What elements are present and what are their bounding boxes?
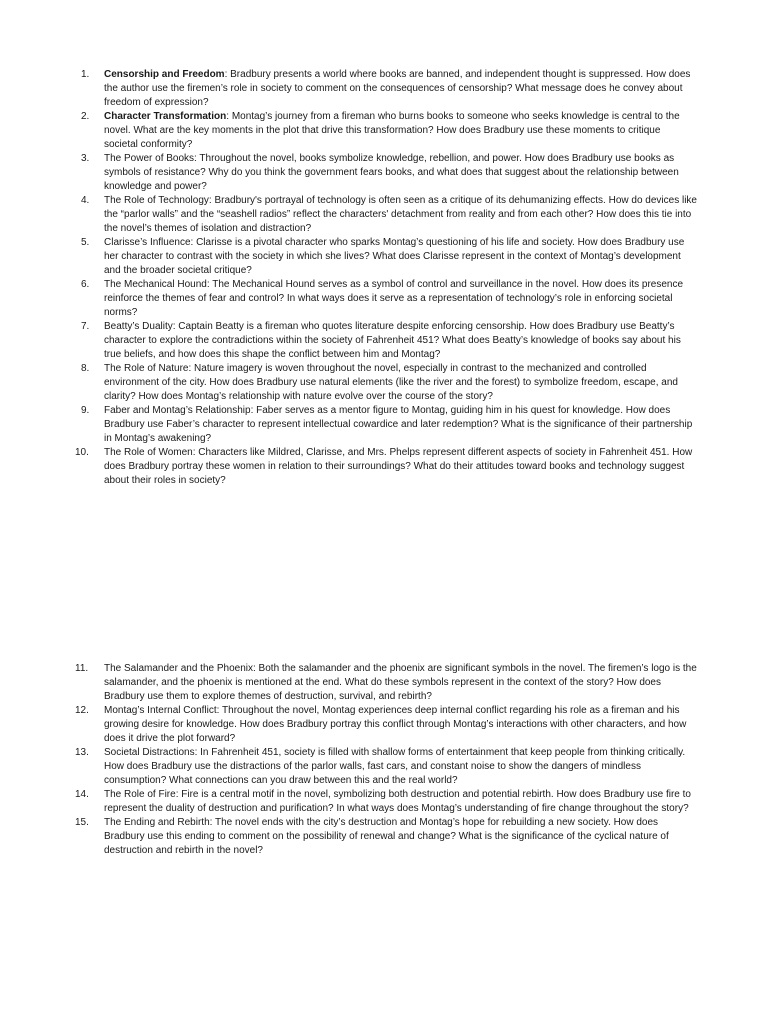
question-body: : Throughout the novel, Montag experiences deep internal conflict regarding his role as a fireman and his growing desire for knowledge. How does Bradbury portray this conflict through Montag’s interactions with other characters, and how does it drive the plot forward? — [104, 705, 687, 744]
question-number: 3. — [81, 153, 90, 164]
question-topic: Clarisse’s Influence — [104, 237, 191, 248]
question-topic: The Ending and Rebirth — [104, 817, 210, 828]
question-body: : The novel ends with the city’s destruction and Montag’s hope for rebuilding a new society. How does Bradbury use this ending to comment on the possibility of renewal and change? What is the significance of the cyclical nature of destruction and rebirth in the novel? — [104, 817, 669, 856]
question-number: 8. — [81, 363, 90, 374]
question-number: 10. — [75, 447, 89, 458]
question-item — [81, 362, 697, 404]
question-number: 5. — [81, 237, 90, 248]
question-item — [75, 446, 697, 488]
question-number: 13. — [75, 747, 89, 758]
question-topic: Societal Distractions — [104, 747, 195, 758]
question-topic: Character Transformation — [104, 111, 227, 122]
question-number: 9. — [81, 405, 90, 416]
question-item — [81, 404, 697, 446]
question-item — [75, 746, 697, 788]
question-topic: Censorship and Freedom — [104, 69, 225, 80]
question-number: 2. — [81, 111, 90, 122]
question-item — [75, 662, 697, 704]
question-body: : Faber serves as a mentor figure to Montag, guiding him in his quest for knowledge. How does Bradbury use Faber’s character to represent intellectual cowardice and later redemption? What is the significance of their partnership in Montag’s awakening? — [104, 405, 693, 444]
question-number: 1. — [81, 69, 90, 80]
question-topic: Beatty’s Duality — [104, 321, 173, 332]
question-item — [81, 194, 697, 236]
question-body: : Captain Beatty is a fireman who quotes literature despite enforcing censorship. How does Bradbury use Beatty’s character to explore the contradictions within the society of Fahrenheit 451? What does Beatty’s knowledge of books say about his true beliefs, and how does this shape the conflict between him and Montag? — [104, 321, 681, 360]
question-topic: The Role of Technology — [104, 195, 209, 206]
question-body: : Throughout the novel, books symbolize knowledge, rebellion, and power. How does Bradbury use books as symbols of resistance? Why do you think the government fears books, and what does that suggest about the relationship between knowledge and power? — [104, 153, 679, 192]
question-topic: The Salamander and the Phoenix — [104, 663, 253, 674]
question-topic: Montag’s Internal Conflict — [104, 705, 217, 716]
question-topic: The Mechanical Hound — [104, 279, 207, 290]
question-body: : Clarisse is a pivotal character who sparks Montag’s questioning of his life and society. How does Bradbury use her character to contrast with the society in which she lives? What does Clarisse represent in the context of Montag’s development and the broader societal critique? — [104, 237, 685, 276]
question-topic: The Role of Nature — [104, 363, 189, 374]
question-item — [81, 278, 697, 320]
question-body: : Montag’s journey from a fireman who burns books to someone who seeks knowledge is central to the novel. What are the key moments in the plot that drive this transformation? How does Bradbury use these moments to critique societal conformity? — [104, 111, 680, 150]
question-item — [81, 320, 697, 362]
question-body: : Bradbury presents a world where books are banned, and independent thought is suppressed. How does the author use the firemen’s role in society to comment on the consequences of censorship? What message does he convey about freedom of expression? — [104, 69, 691, 108]
question-item — [81, 152, 697, 194]
question-item — [81, 68, 697, 110]
question-topic: The Role of Fire — [104, 789, 176, 800]
question-item — [75, 788, 697, 816]
question-topic: The Role of Women — [104, 447, 193, 458]
question-number: 4. — [81, 195, 90, 206]
question-body: : Both the salamander and the phoenix are significant symbols in the novel. The firemen’s logo is the salamander, and the phoenix is mentioned at the end. What do these symbols represent in the context of the story? How does Bradbury use them to explore themes of destruction, survival, and rebirth? — [104, 663, 697, 702]
question-body: : Bradbury's portrayal of technology is often seen as a critique of its dehumanizing effects. How do devices like the “parlor walls” and the “seashell radios” reflect the characters' detachment from reality and from each other? How does this tie into the novel’s themes of isolation and distraction? — [104, 195, 697, 234]
question-item — [81, 110, 697, 152]
question-number: 14. — [75, 789, 89, 800]
question-number: 11. — [75, 663, 89, 674]
question-list-part1 — [75, 68, 697, 488]
question-list-part2 — [75, 662, 697, 858]
question-body: : Fire is a central motif in the novel, symbolizing both destruction and potential rebirth. How does Bradbury use fire to represent the duality of destruction and purification? In what ways does Montag’s understanding of fire change throughout the story? — [104, 789, 691, 814]
question-body: : The Mechanical Hound serves as a symbol of control and surveillance in the novel. How does its presence reinforce the themes of fear and control? In what ways does it serve as a representation of technology’s role in enforcing societal norms? — [104, 279, 684, 318]
question-number: 12. — [75, 705, 89, 716]
question-number: 7. — [81, 321, 90, 332]
question-item — [75, 816, 697, 858]
question-item — [81, 236, 697, 278]
question-body: : In Fahrenheit 451, society is filled with shallow forms of entertainment that keep people from thinking critically. How does Bradbury use the distractions of the parlor walls, fast cars, and constant noise to show the dangers of mindless consumption? What connections can you draw between this and the real world? — [104, 747, 686, 786]
question-topic: The Power of Books — [104, 153, 195, 164]
question-item — [75, 704, 697, 746]
question-number: 6. — [81, 279, 90, 290]
question-number: 15. — [75, 817, 89, 828]
question-topic: Faber and Montag’s Relationship — [104, 405, 251, 416]
question-body: : Characters like Mildred, Clarisse, and Mrs. Phelps represent different aspects of society in Fahrenheit 451. How does Bradbury portray these women in relation to their surroundings? What do their attitudes toward books and technology suggest about their roles in society? — [104, 447, 693, 486]
question-body: : Nature imagery is woven throughout the novel, especially in contrast to the mechanized and controlled environment of the city. How does Bradbury use natural elements (like the river and the forest) to symbolize freedom, escape, and clarity? How does Montag’s relationship with nature evolve over the course of the story? — [104, 363, 678, 402]
